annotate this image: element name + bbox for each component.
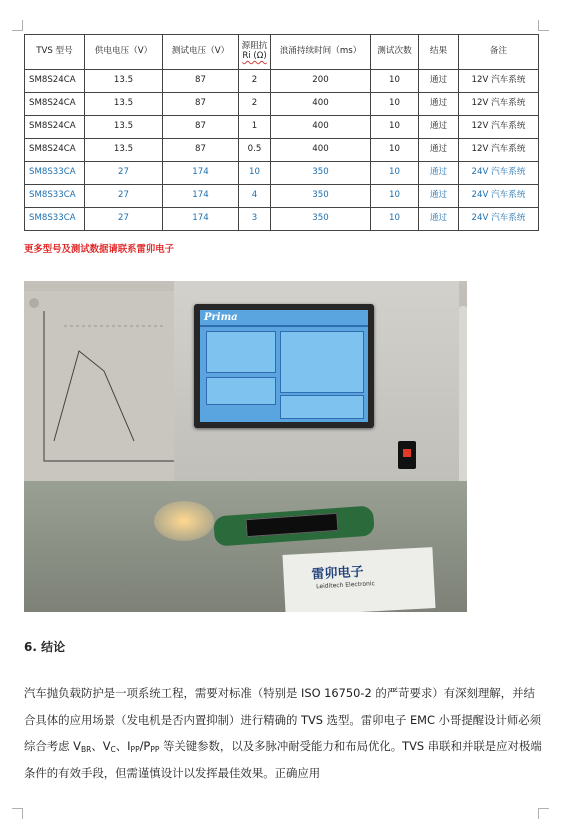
header-source-impedance [239,35,271,70]
cell-supply-voltage: 27 [85,162,163,185]
table-row [25,93,539,116]
screen-title-bar [200,325,368,327]
cell-remark: 12V 汽车系统 [459,116,539,139]
para-text: 、I [115,739,131,753]
equipment-logo: Prima [204,312,238,323]
header-test-voltage: 测试电压（V） [163,35,239,70]
cell-surge-duration: 400 [271,116,371,139]
table-row [25,70,539,93]
table-row [25,208,539,231]
cell-supply-voltage: 13.5 [85,139,163,162]
header-source-impedance-line1: 源阻抗 [241,41,268,52]
cell-supply-voltage: 13.5 [85,116,163,139]
page-corner-mark [538,20,549,31]
header-source-impedance-line2: Ri (Ω) [242,51,267,61]
header-test-count: 测试次数 [371,35,419,70]
cell-result: 通过 [419,139,459,162]
page-corner-mark [12,20,23,31]
leaflet-company-en: Leiditech Electronic [316,580,376,591]
header-model: TVS 型号 [25,35,85,70]
cell-surge-duration: 200 [271,70,371,93]
para-subscript: PP [150,745,160,754]
page-corner-mark [538,808,549,819]
cell-test-voltage: 174 [163,185,239,208]
cell-supply-voltage: 13.5 [85,70,163,93]
para-subscript: C [110,745,116,754]
table-row [25,185,539,208]
header-result: 结果 [419,35,459,70]
cell-model: SM8S24CA [25,116,85,139]
cell-source-impedance: 3 [239,208,271,231]
screen-panel-waveform [280,331,364,393]
cell-remark: 12V 汽车系统 [459,93,539,116]
cell-model: SM8S33CA [25,208,85,231]
cell-surge-duration: 350 [271,162,371,185]
test-setup-photo [24,281,467,612]
page-corner-mark [12,808,23,819]
tvs-test-table [24,34,539,231]
para-subscript: PP [130,745,140,754]
cell-test-voltage: 87 [163,70,239,93]
cell-test-voltage: 174 [163,208,239,231]
cell-test-count: 10 [371,70,419,93]
wall-waveform-chart [24,291,184,481]
cell-supply-voltage: 27 [85,208,163,231]
power-switch [398,441,416,469]
screen-panel-buttons [280,395,364,419]
cell-test-voltage: 87 [163,116,239,139]
cell-result: 通过 [419,162,459,185]
para-text: /P [139,739,151,753]
cell-test-voltage: 87 [163,139,239,162]
cell-model: SM8S24CA [25,139,85,162]
cell-remark: 12V 汽车系统 [459,139,539,162]
cell-test-voltage: 174 [163,162,239,185]
cell-test-count: 10 [371,116,419,139]
cell-remark: 24V 汽车系统 [459,208,539,231]
header-supply-voltage: 供电电压（V） [85,35,163,70]
header-surge-duration: 浪涌持续时间（ms） [271,35,371,70]
cell-source-impedance: 2 [239,93,271,116]
table-row [25,116,539,139]
para-text: 汽车抛负载防护是一项系统工程，需要对标准（特别是 ISO 16750-2 的严苛要求）有深刻理解，并结合具体的应用场景（发电机是否内置抑制）进行精确的 TVS 选型。雷卯电子 EMC 小哥提醒设计师必须综合考虑 V [24,686,542,753]
cell-source-impedance: 4 [239,185,271,208]
cell-model: SM8S33CA [25,162,85,185]
cell-test-count: 10 [371,139,419,162]
cell-result: 通过 [419,70,459,93]
led-glow [154,501,214,541]
table-header-row [25,35,539,70]
cell-test-count: 10 [371,162,419,185]
cell-result: 通过 [419,185,459,208]
cell-test-count: 10 [371,185,419,208]
cell-remark: 24V 汽车系统 [459,162,539,185]
section-heading: 6. 结论 [24,640,66,654]
cell-remark: 12V 汽车系统 [459,70,539,93]
company-leaflet [283,547,436,612]
para-text: 、V [91,739,111,753]
cell-source-impedance: 2 [239,70,271,93]
conclusion-paragraph [24,680,544,786]
leaflet-company-cn: 雷卯电子 [311,564,364,583]
table-row [25,162,539,185]
cell-surge-duration: 350 [271,208,371,231]
screen-panel-params [206,331,276,373]
cell-test-voltage: 87 [163,93,239,116]
cell-surge-duration: 350 [271,185,371,208]
cell-result: 通过 [419,208,459,231]
cell-model: SM8S33CA [25,185,85,208]
cell-surge-duration: 400 [271,93,371,116]
header-remark: 备注 [459,35,539,70]
cell-supply-voltage: 27 [85,185,163,208]
cell-test-count: 10 [371,208,419,231]
cell-source-impedance: 1 [239,116,271,139]
contact-note: 更多型号及测试数据请联系雷卯电子 [24,244,175,255]
cell-result: 通过 [419,116,459,139]
cell-test-count: 10 [371,93,419,116]
cell-surge-duration: 400 [271,139,371,162]
cell-model: SM8S24CA [25,93,85,116]
cabinet-handle [459,306,467,506]
cell-supply-voltage: 13.5 [85,93,163,116]
table-row [25,139,539,162]
screen-panel-values [206,377,276,405]
cell-remark: 24V 汽车系统 [459,185,539,208]
cell-source-impedance: 10 [239,162,271,185]
para-text: 等关键参数，以及多脉冲耐受能力和布局优化。TVS 串联和并联是应对极端条件的有效手段，但需谨慎设计以发挥最佳效果。正确应用 [24,739,542,780]
cell-model: SM8S24CA [25,70,85,93]
cell-result: 通过 [419,93,459,116]
para-subscript: BR [80,745,92,754]
cell-source-impedance: 0.5 [239,139,271,162]
power-indicator [403,449,411,457]
